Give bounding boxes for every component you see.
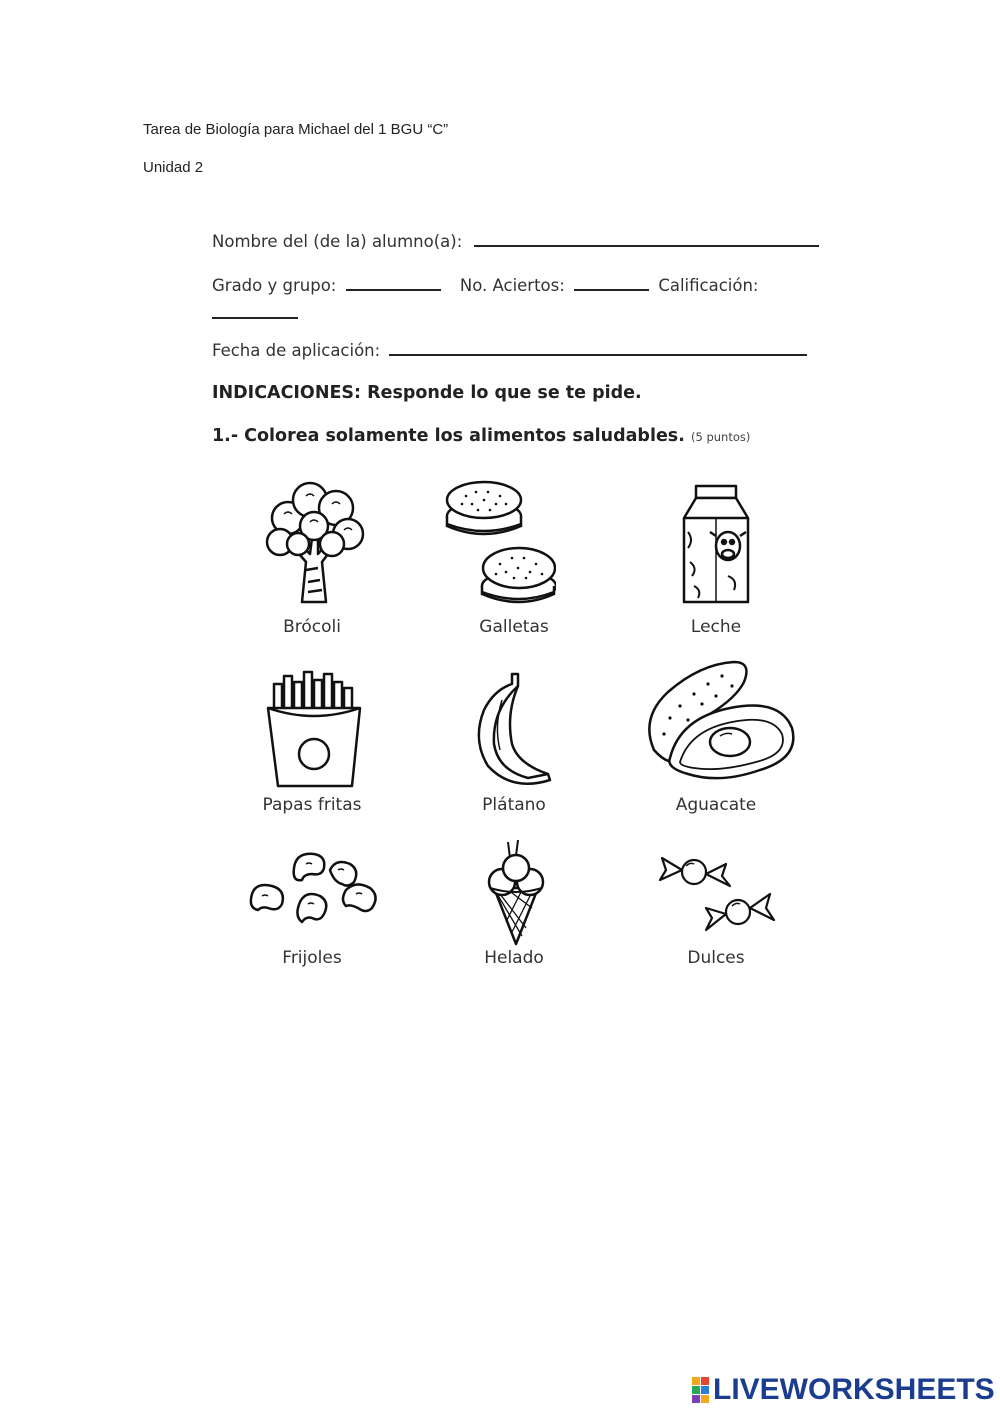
date-label: Fecha de aplicación: [212, 341, 381, 360]
milk-carton-icon[interactable] [680, 482, 752, 606]
food-label-candy: Dulces [687, 948, 745, 968]
hits-label: No. Aciertos: [459, 276, 565, 295]
food-label-broccoli: Brócoli [283, 617, 341, 637]
instructions: INDICACIONES: Responde lo que se te pide. [212, 383, 642, 403]
grade-row [212, 276, 758, 295]
date-field[interactable] [389, 342, 807, 356]
hits-field[interactable] [574, 277, 649, 291]
name-label: Nombre del (de la) alumno(a): [212, 232, 463, 251]
question-1 [212, 426, 750, 446]
candy-icon[interactable] [656, 848, 778, 938]
question-points: (5 puntos) [690, 430, 751, 444]
grade-field[interactable] [346, 277, 441, 291]
worksheet-title: Tarea de Biología para Michael del 1 BGU “C” [143, 121, 449, 138]
score-field[interactable] [212, 305, 298, 319]
food-label-cookies: Galletas [479, 617, 549, 637]
food-label-avocado: Aguacate [675, 795, 757, 815]
score-row [212, 304, 298, 323]
food-label-banana: Plátano [482, 795, 546, 815]
question-text: 1.- Colorea solamente los alimentos saludables. [212, 426, 685, 446]
food-label-ice-cream: Helado [484, 948, 544, 968]
cookies-icon[interactable] [444, 478, 556, 608]
banana-icon[interactable] [472, 670, 558, 788]
food-label-beans: Frijoles [282, 948, 342, 968]
avocado-icon[interactable] [640, 658, 800, 790]
beans-icon[interactable] [226, 846, 404, 938]
logo-cube-icon [692, 1377, 709, 1403]
food-label-milk: Leche [690, 617, 742, 637]
score-label: Calificación: [658, 276, 759, 295]
date-row [212, 341, 807, 360]
food-label-fries: Papas fritas [262, 795, 362, 815]
unit-label: Unidad 2 [143, 159, 204, 176]
logo-text: LIVEWORKSHEETS [713, 1373, 995, 1406]
name-row [212, 232, 819, 251]
broccoli-icon[interactable] [258, 478, 370, 606]
french-fries-icon[interactable] [264, 668, 364, 790]
grade-label: Grado y grupo: [212, 276, 337, 295]
name-field[interactable] [474, 233, 819, 247]
liveworksheets-logo[interactable] [692, 1375, 995, 1405]
ice-cream-icon[interactable] [482, 838, 550, 946]
